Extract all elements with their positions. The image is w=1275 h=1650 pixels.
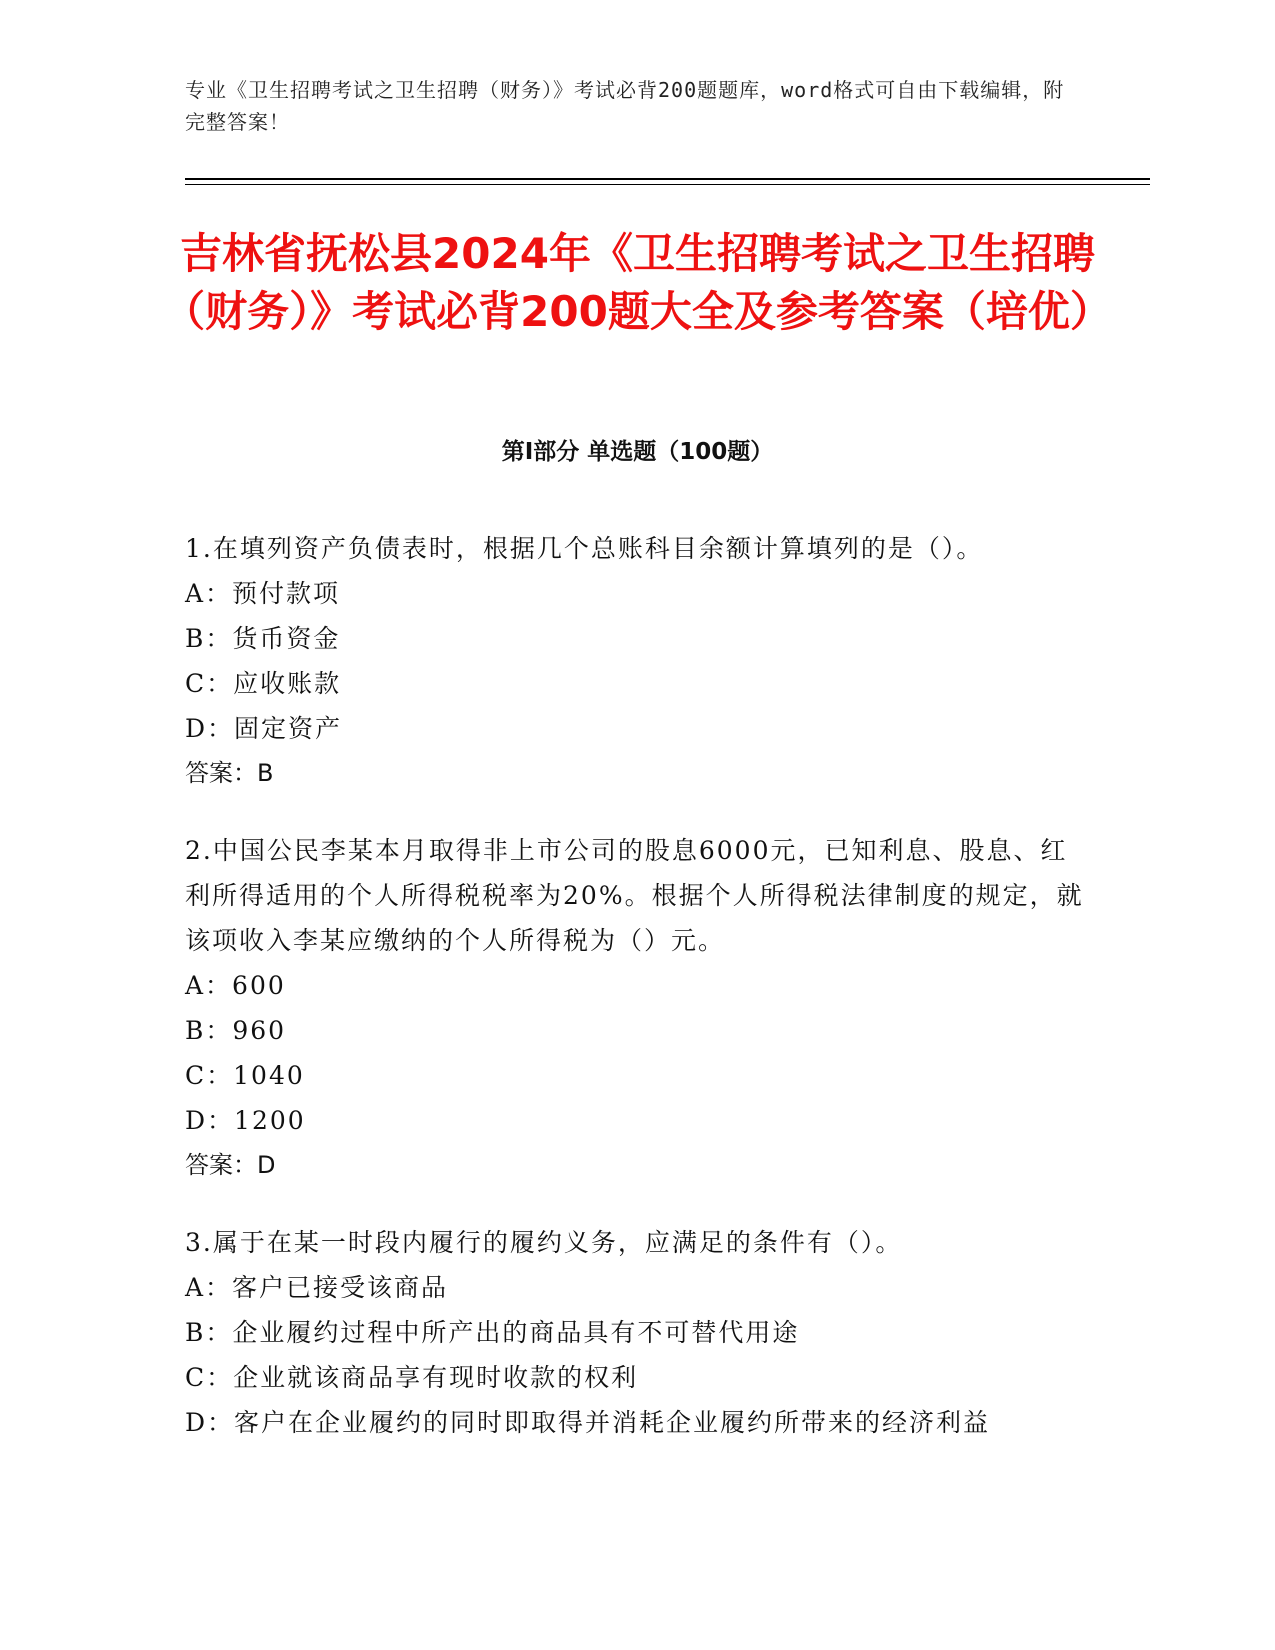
option-c: C：1040	[185, 1061, 305, 1090]
question-stem: 2.中国公民李某本月取得非上市公司的股息6000元，已知利息、股息、红利所得适用的个人所得税税率为20%。根据个人所得税法律制度的规定，就该项收入李某应缴纳的个人所得税为（）元。	[185, 836, 1084, 955]
header-divider-thick	[185, 178, 1150, 180]
option-a: A：600	[185, 971, 286, 1000]
option-c: C：企业就该商品享有现时收款的权利	[185, 1363, 639, 1392]
answer: 答案：D	[185, 1151, 276, 1179]
question-2	[185, 828, 1085, 1188]
option-a: A：客户已接受该商品	[185, 1273, 449, 1302]
question-stem: 1.在填列资产负债表时，根据几个总账科目余额计算填列的是（）。	[185, 534, 984, 563]
header-note: 专业《卫生招聘考试之卫生招聘（财务）》考试必背200题题库，word格式可自由下载编辑，附完整答案！	[185, 78, 1065, 134]
option-b: B：货币资金	[185, 624, 341, 653]
question-1	[185, 526, 1085, 796]
question-list	[185, 526, 1085, 1477]
section-heading: 第Ⅰ部分 单选题（100题）	[501, 439, 774, 465]
option-d: D：固定资产	[185, 714, 343, 743]
option-b: B：960	[185, 1016, 287, 1045]
question-3	[185, 1220, 1085, 1445]
option-d: D：客户在企业履约的同时即取得并消耗企业履约所带来的经济利益	[185, 1408, 991, 1437]
question-stem: 3.属于在某一时段内履行的履约义务，应满足的条件有（）。	[185, 1228, 903, 1257]
option-b: B：企业履约过程中所产出的商品具有不可替代用途	[185, 1318, 800, 1347]
header-divider-thin	[185, 184, 1150, 185]
option-a: A：预付款项	[185, 579, 341, 608]
option-d: D：1200	[185, 1106, 306, 1135]
answer: 答案：B	[185, 759, 274, 787]
document-title: 吉林省抚松县2024年《卫生招聘考试之卫生招聘（财务）》考试必背200题大全及参考答案（培优）	[163, 229, 1112, 336]
option-c: C：应收账款	[185, 669, 342, 698]
